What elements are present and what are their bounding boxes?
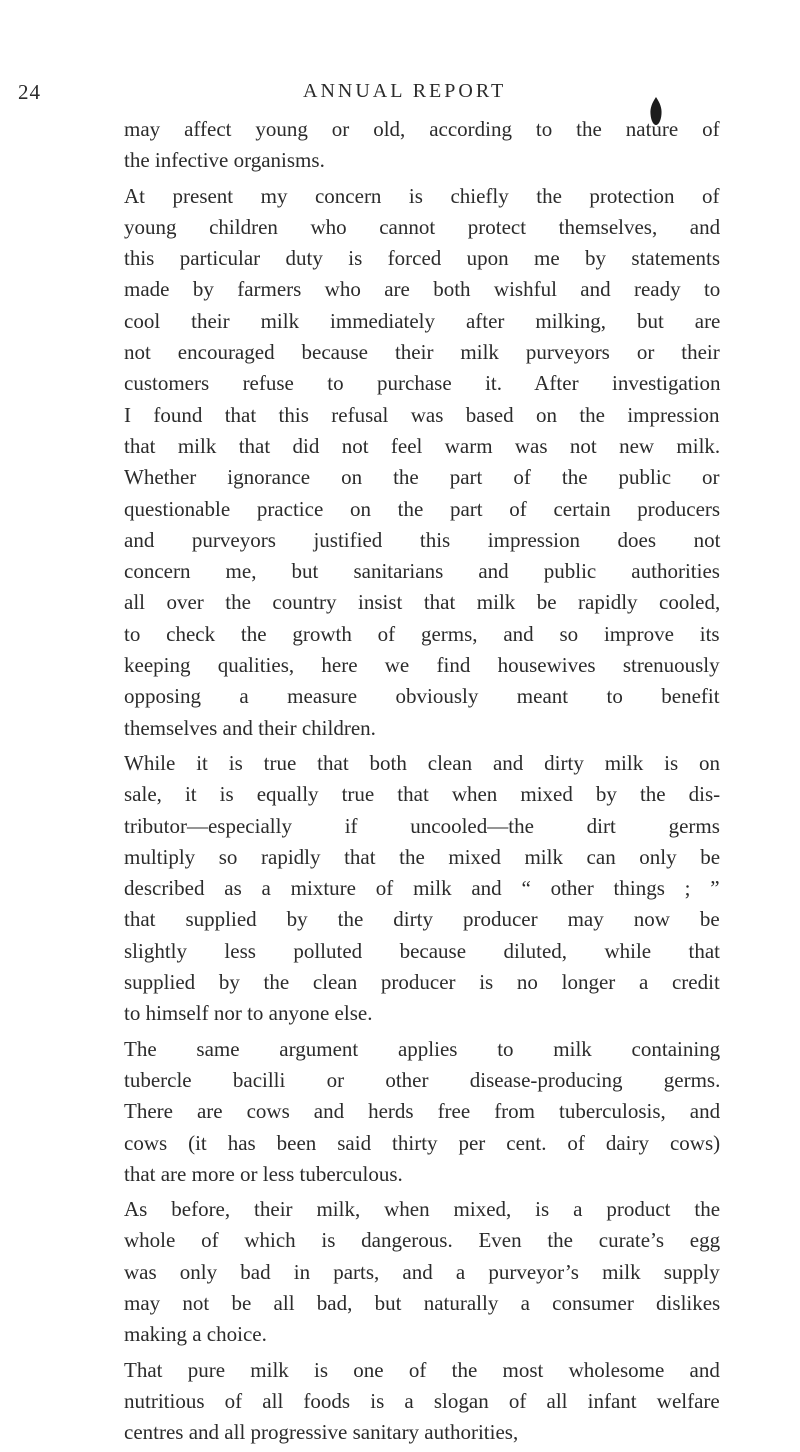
text-line: The same argument applies to milk containing <box>124 1036 721 1061</box>
text-line: to himself nor to anyone else. <box>124 1001 373 1026</box>
paragraph <box>124 1355 720 1449</box>
text-line: young children who cannot protect themselves, and <box>124 214 721 239</box>
text-line: not encouraged because their milk purveyors or their <box>124 340 720 365</box>
text-line: Whether ignorance on the part of the public or <box>124 465 720 490</box>
text-line: That pure milk is one of the most wholesome and <box>124 1357 720 1382</box>
page-number: 24 <box>18 80 41 104</box>
text-line: the infective organisms. <box>124 148 325 173</box>
text-line: this particular duty is forced upon me by statements <box>124 246 721 271</box>
text-line: themselves and their children. <box>124 715 376 740</box>
text-line: While it is true that both clean and dirty milk is on <box>124 750 720 775</box>
text-line: to check the growth of germs, and so improve its <box>124 621 720 646</box>
text-line: was only bad in parts, and a purveyor’s milk supply <box>124 1259 720 1284</box>
text-line: There are cows and herds free from tuberculosis, and <box>124 1099 721 1124</box>
text-line: At present my concern is chiefly the protection of <box>124 183 720 208</box>
text-line: whole of which is dangerous. Even the curate’s egg <box>124 1228 721 1253</box>
text-line: that milk that did not feel warm was not new milk. <box>124 433 721 458</box>
body-text <box>124 114 720 1452</box>
paragraph <box>124 114 720 177</box>
text-line: nutritious of all foods is a slogan of all infant welfare <box>124 1388 720 1413</box>
text-line: I found that this refusal was based on the impression <box>124 402 720 427</box>
paragraph <box>124 1194 720 1350</box>
text-line: that supplied by the dirty producer may now be <box>124 907 720 932</box>
text-line: made by farmers who are both wishful and ready to <box>124 277 721 302</box>
text-line: customers refuse to purchase it. After investigation <box>124 371 721 396</box>
text-line: tubercle bacilli or other disease-producing germs. <box>124 1067 721 1092</box>
text-line: tributor—especially if uncooled—the dirt germs <box>124 813 720 838</box>
running-title: ANNUAL REPORT <box>303 80 507 102</box>
text-line: multiply so rapidly that the mixed milk can only be <box>124 844 721 869</box>
text-line: described as a mixture of milk and “ other things ; ” <box>124 876 720 901</box>
paragraph <box>124 1034 720 1190</box>
paragraph <box>124 748 720 1030</box>
text-line: cool their milk immediately after milking, but are <box>124 308 721 333</box>
text-line: all over the country insist that milk be rapidly cooled, <box>124 590 721 615</box>
text-line: sale, it is equally true that when mixed by the dis- <box>124 782 721 807</box>
text-line: that are more or less tuberculous. <box>124 1161 403 1186</box>
text-line: questionable practice on the part of certain producers <box>124 496 721 521</box>
paragraph <box>124 181 720 744</box>
text-line: slightly less polluted because diluted, while that <box>124 938 721 963</box>
text-line: supplied by the clean producer is no longer a credit <box>124 970 720 995</box>
text-line: centres and all progressive sanitary authorities, <box>124 1420 519 1445</box>
text-line: making a choice. <box>124 1322 267 1347</box>
text-line: may not be all bad, but naturally a consumer dislikes <box>124 1290 721 1315</box>
text-line: cows (it has been said thirty per cent. of dairy cows) <box>124 1130 721 1155</box>
text-line: may affect young or old, according to the nature of <box>124 117 720 141</box>
text-line: and purveyors justified this impression does not <box>124 527 721 552</box>
text-line: As before, their milk, when mixed, is a product the <box>124 1197 721 1222</box>
text-line: concern me, but sanitarians and public authorities <box>124 559 720 584</box>
text-line: keeping qualities, here we find housewives strenuously <box>124 653 720 678</box>
text-line: opposing a measure obviously meant to benefit <box>124 684 720 709</box>
